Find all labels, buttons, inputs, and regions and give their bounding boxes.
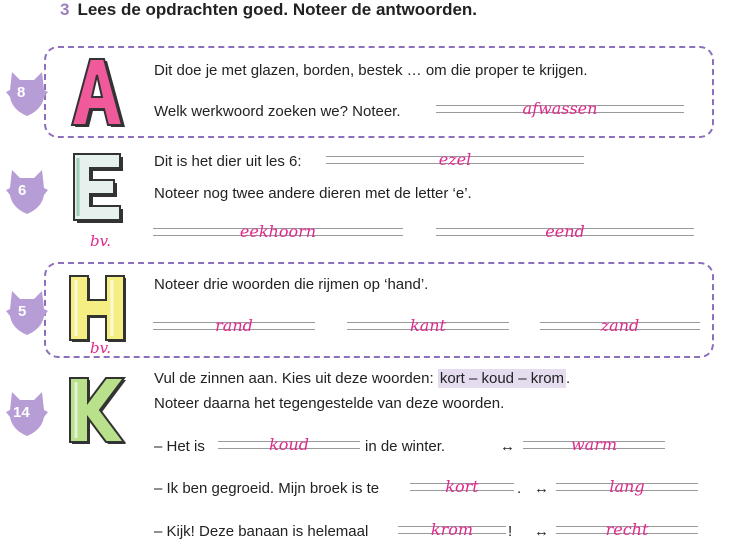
section-k-prompt: Noteer daarna het tegengestelde van deze woorden. <box>154 395 505 412</box>
owl-icon <box>6 68 48 118</box>
owl-icon <box>6 166 48 216</box>
opposite-arrow: ↔ <box>500 438 515 455</box>
sentence-1-suffix: in de winter. <box>365 438 446 455</box>
answer-e2: eekhoorn <box>239 222 317 241</box>
owl-number-k: 14 <box>13 404 30 421</box>
opposite-arrow: ↔ <box>534 480 549 497</box>
bv-label-e: bv. <box>90 232 112 250</box>
sentence-3-prefix: – Kijk! Deze banaan is helemaal <box>154 523 369 540</box>
answer-a: afwassen <box>522 99 598 118</box>
sentence-1-prefix: – Het is <box>154 438 205 455</box>
letter-a-icon <box>64 55 130 127</box>
exercise-title <box>60 0 477 20</box>
section-k-instruction <box>154 370 570 387</box>
opposite-k3: recht <box>605 520 649 539</box>
bv-label-h: bv. <box>90 339 112 357</box>
answer-k1: koud <box>269 435 309 454</box>
section-e-question: Dit is het dier uit les 6: <box>154 153 302 170</box>
section-a-question: Dit doe je met glazen, borden, bestek … om die proper te krijgen. <box>154 62 588 79</box>
owl-number-h: 5 <box>18 303 27 320</box>
answer-e3: eend <box>545 222 585 241</box>
letter-e-icon <box>68 150 128 226</box>
answer-h2: kant <box>410 316 446 335</box>
owl-number-e: 6 <box>18 182 27 199</box>
word-choices: kort – koud – krom <box>439 370 565 387</box>
sentence-3-suffix: ! <box>508 523 513 540</box>
letter-h-icon <box>66 272 128 344</box>
section-k-instruction-suffix: . <box>566 370 571 387</box>
sentence-2-suffix: . <box>517 480 522 497</box>
answer-h1: rand <box>215 316 253 335</box>
answer-k2: kort <box>445 477 479 496</box>
letter-k-icon <box>66 374 128 446</box>
section-h-prompt: Noteer drie woorden die rijmen op ‘hand’. <box>154 276 429 293</box>
exercise-number: 3 <box>60 0 70 19</box>
opposite-arrow: ↔ <box>534 523 549 540</box>
opposite-k1: warm <box>570 435 618 454</box>
section-a-prompt: Welk werkwoord zoeken we? Noteer. <box>154 103 401 120</box>
opposite-k2: lang <box>609 477 645 496</box>
section-e-prompt: Noteer nog twee andere dieren met de letter ‘e’. <box>154 185 472 202</box>
owl-icon <box>6 287 48 337</box>
answer-e1: ezel <box>438 150 472 169</box>
owl-number-a: 8 <box>17 84 26 101</box>
sentence-2-prefix: – Ik ben gegroeid. Mijn broek is te <box>154 480 380 497</box>
answer-h3: zand <box>600 316 640 335</box>
section-k-instruction-prefix: Vul de zinnen aan. Kies uit deze woorden: <box>154 370 438 387</box>
exercise-instruction: Lees de opdrachten goed. Noteer de antwoorden. <box>77 0 478 19</box>
section-a-box <box>44 46 714 138</box>
answer-k3: krom <box>430 520 474 539</box>
